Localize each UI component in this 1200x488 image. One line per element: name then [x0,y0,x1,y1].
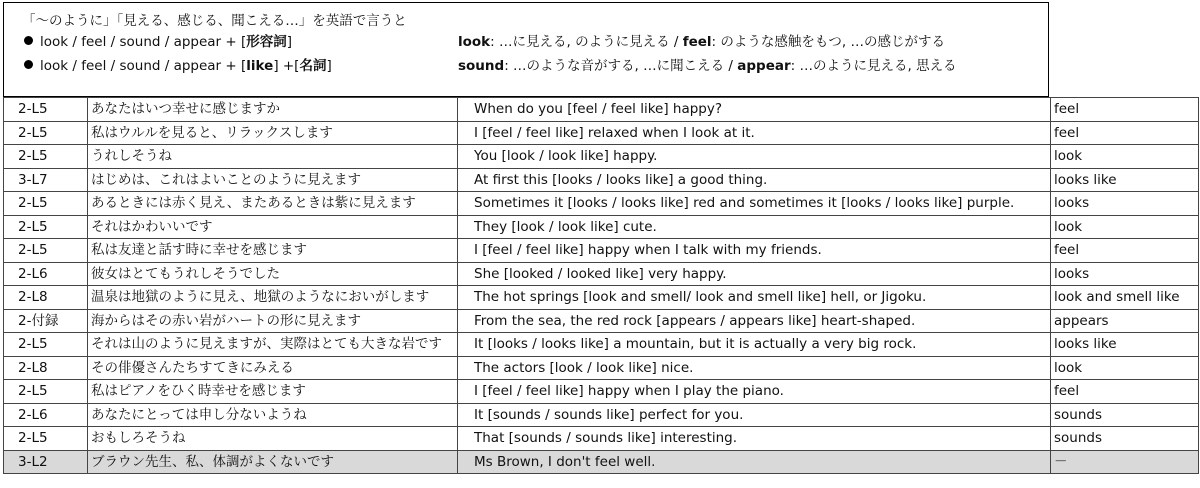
english-sentence-cell: From the sea, the red rock [appears / appears like] heart-shaped. [458,309,1051,333]
answer-cell: feel [1051,121,1199,145]
exercise-rows [4,98,1199,474]
table-row [4,309,1199,333]
lesson-code-cell: 2-L8 [4,286,88,310]
english-sentence-cell: The hot springs [look and smell/ look and smell like] hell, or Jigoku. [458,286,1051,310]
answer-cell: looks [1051,262,1199,286]
japanese-sentence-cell: うれしそうね [88,145,458,169]
english-sentence-cell: That [sounds / sounds like] interesting. [458,427,1051,451]
answer-cell: feel [1051,98,1199,122]
lesson-code-cell: 3-L7 [4,168,88,192]
lesson-code-cell: 2-L6 [4,262,88,286]
answer-cell: sounds [1051,403,1199,427]
exercise-table [3,97,1199,474]
answer-cell: looks like [1051,168,1199,192]
japanese-sentence-cell: あなたにとっては申し分ないようね [88,403,458,427]
english-sentence-cell: It [looks / looks like] a mountain, but it is actually a very big rock. [458,333,1051,357]
table-row [4,380,1199,404]
lesson-code-cell: 2-付録 [4,309,88,333]
japanese-sentence-cell: 私はピアノをひく時幸せを感じます [88,380,458,404]
japanese-sentence-cell: あるときには赤く見え、またあるときは紫に見えます [88,192,458,216]
english-sentence-cell: Ms Brown, I don't feel well. [458,450,1051,474]
english-sentence-cell: At first this [looks / looks like] a good thing. [458,168,1051,192]
header-box [3,2,1049,97]
table-row [4,121,1199,145]
table-row [4,168,1199,192]
answer-cell: look [1051,356,1199,380]
table-row [4,262,1199,286]
japanese-sentence-cell: 彼女はとてもうれしそうでした [88,262,458,286]
lesson-code-cell: 2-L8 [4,356,88,380]
answer-cell: feel [1051,239,1199,263]
table-row [4,333,1199,357]
definition-look-feel: look: …に見える, のように見える / feel: のような感触をもつ, …の感じがする [458,34,945,50]
japanese-sentence-cell: 私はウルルを見ると、リラックスします [88,121,458,145]
bullet-icon [24,36,33,45]
table-row [4,215,1199,239]
english-sentence-cell: When do you [feel / feel like] happy? [458,98,1051,122]
answer-cell: looks like [1051,333,1199,357]
lesson-code-cell: 2-L5 [4,427,88,451]
header-title: 「〜のように」「見える、感じる、聞こえる…」を英語で言うと [22,13,407,29]
answer-cell: look [1051,215,1199,239]
english-sentence-cell: It [sounds / sounds like] perfect for you. [458,403,1051,427]
bullet-icon [24,60,33,69]
japanese-sentence-cell: 海からはその赤い岩がハートの形に見えます [88,309,458,333]
japanese-sentence-cell: それはかわいいです [88,215,458,239]
lesson-code-cell: 2-L6 [4,403,88,427]
lesson-code-cell: 2-L5 [4,192,88,216]
table-row [4,98,1199,122]
answer-cell: sounds [1051,427,1199,451]
english-sentence-cell: I [feel / feel like] relaxed when I look at it. [458,121,1051,145]
japanese-sentence-cell: ブラウン先生、私、体調がよくないです [88,450,458,474]
lesson-code-cell: 2-L5 [4,333,88,357]
table-row [4,356,1199,380]
answer-cell: look and smell like [1051,286,1199,310]
answer-cell: － [1051,450,1199,474]
table-row [4,403,1199,427]
table-row [4,192,1199,216]
english-sentence-cell: The actors [look / look like] nice. [458,356,1051,380]
lesson-code-cell: 2-L5 [4,215,88,239]
japanese-sentence-cell: おもしろそうね [88,427,458,451]
table-row [4,286,1199,310]
lesson-code-cell: 2-L5 [4,239,88,263]
japanese-sentence-cell: 私は友達と話す時に幸せを感じます [88,239,458,263]
english-sentence-cell: Sometimes it [looks / looks like] red and sometimes it [looks / looks like] purple. [458,192,1051,216]
lesson-code-cell: 2-L5 [4,145,88,169]
english-sentence-cell: She [looked / looked like] very happy. [458,262,1051,286]
lesson-code-cell: 2-L5 [4,98,88,122]
english-sentence-cell: I [feel / feel like] happy when I play the piano. [458,380,1051,404]
japanese-sentence-cell: それは山のように見えますが、実際はとても大きな岩です [88,333,458,357]
lesson-code-cell: 3-L2 [4,450,88,474]
definition-sound-appear: sound: …のような音がする, …に聞こえる / appear: …のように見える, 思える [458,58,957,74]
answer-cell: look [1051,145,1199,169]
japanese-sentence-cell: その俳優さんたちすてきにみえる [88,356,458,380]
english-sentence-cell: They [look / look like] cute. [458,215,1051,239]
table-row [4,145,1199,169]
japanese-sentence-cell: はじめは、これはよいことのように見えます [88,168,458,192]
lesson-code-cell: 2-L5 [4,380,88,404]
rule-like-noun: look / feel / sound / appear + [like] +[名詞] [24,54,332,74]
japanese-sentence-cell: あなたはいつ幸せに感じますか [88,98,458,122]
japanese-sentence-cell: 温泉は地獄のように見え、地獄のようなにおいがします [88,286,458,310]
table-row [4,239,1199,263]
english-sentence-cell: I [feel / feel like] happy when I talk with my friends. [458,239,1051,263]
answer-cell: appears [1051,309,1199,333]
table-row [4,427,1199,451]
answer-cell: looks [1051,192,1199,216]
table-row [4,450,1199,474]
rule-adjective: look / feel / sound / appear + [形容詞] [24,30,292,50]
answer-cell: feel [1051,380,1199,404]
lesson-code-cell: 2-L5 [4,121,88,145]
english-sentence-cell: You [look / look like] happy. [458,145,1051,169]
